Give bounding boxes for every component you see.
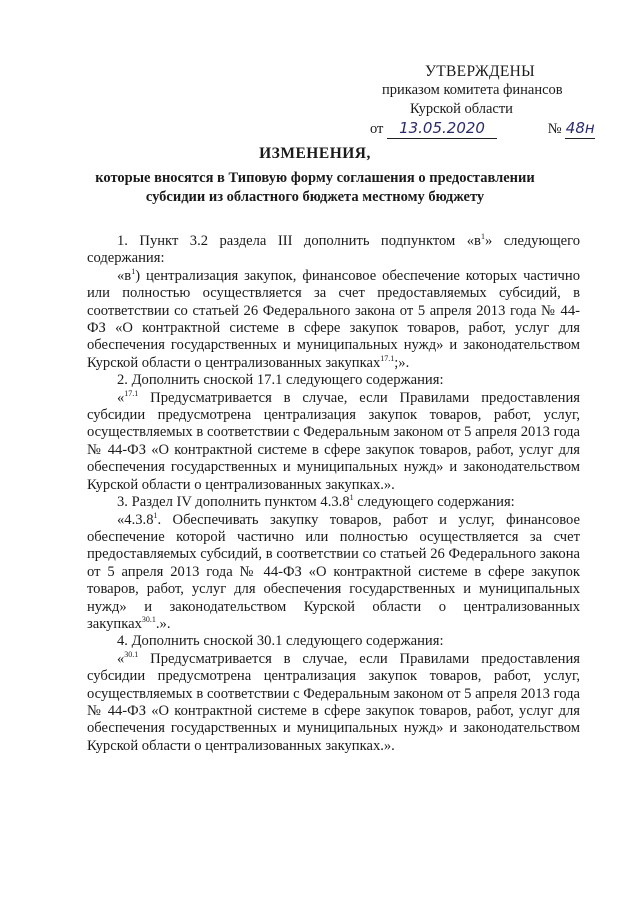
subtitle-line-2: субсидии из областного бюджета местному бюджету: [145, 189, 485, 205]
approval-date-line: [370, 119, 610, 139]
approval-block: [370, 62, 610, 139]
paragraph-5: 3. Раздел IV дополнить пунктом 4.3.8$^1$ следующего содержания:: [117, 493, 515, 511]
subtitle-line-1: которые вносятся в Типовую форму соглашения о предоставлении: [95, 170, 535, 186]
paragraph-2: «$в^1$) централизация закупок, финансовое обеспечение которых частично или полностью осуществляется за счет предоставляемых субсидий, в соответствии со статьей 26 Федерального закона от 5 апреля 2013 года № 44-ФЗ «О контрактной системе в сфере закупок товаров, работ, услуг для обеспечения государственных и муниципальных нужд» и законодательством Курской области о централизованных закупках$^{17.1}$;».: [87, 266, 580, 371]
approval-region: Курской области: [410, 101, 513, 117]
handwritten-date: 13.05.2020: [387, 119, 497, 139]
title-heading: ИЗМЕНЕНИЯ,: [259, 145, 371, 162]
paragraph-7: 4. Дополнить сноской 30.1 следующего содержания:: [117, 633, 444, 650]
paragraph-3: 2. Дополнить сноской 17.1 следующего содержания:: [117, 372, 444, 389]
paragraph-6: «4.3.8$^1$. Обеспечивать закупку товаров, работ и услуг, финансовое обеспечение которой частично или полностью осуществляется за счет предоставляемых субсидий, в соответствии со статьей 26 Федерального закона от 5 апреля 2013 года № 44-ФЗ «О контрактной системе в сфере закупок товаров, работ, услуг для обеспечения государственных и муниципальных нужд» и законодательством Курской области о централизованных закупках$^{30.1}$.».: [87, 510, 580, 632]
superscript: 1: [131, 266, 136, 276]
superscript: 17.1: [124, 388, 139, 398]
superscript: 30.1: [141, 615, 156, 625]
title-subtitle: [80, 169, 550, 207]
handwritten-number: 48н: [565, 119, 595, 137]
superscript: 1: [349, 493, 354, 503]
paragraph-1: 1. Пункт 3.2 раздела III дополнить подпунктом «$в^1$» следующего содержания:: [87, 232, 580, 267]
superscript: 30.1: [124, 649, 139, 659]
paragraph-4: «$^{17.1}$ Предусматривается в случае, если Правилами предоставления субсидии предусмотрена централизация закупок товаров, работ, услуг, осуществляемых в соответствии с Федеральным законом от 5 апреля 2013 года № 44-ФЗ «О контрактной системе в сфере закупок товаров, работ, услуг для обеспечения государственных и муниципальных нужд» и законодательством Курской области о централизованных закупках.».: [87, 388, 580, 493]
superscript: 1: [480, 232, 485, 242]
document-body: [87, 233, 580, 755]
approval-order: приказом комитета финансов: [382, 82, 563, 98]
superscript: 1: [153, 510, 158, 520]
date-prefix: от: [370, 121, 384, 137]
document-title: [80, 145, 550, 207]
superscript: 17.1: [380, 353, 395, 363]
approval-status: УТВЕРЖДЕНЫ: [425, 63, 535, 80]
paragraph-8: «$^{30.1}$ Предусматривается в случае, если Правилами предоставления субсидии предусмотрена централизация закупок товаров, работ, услуг, осуществляемых в соответствии с Федеральным законом от 5 апреля 2013 года № 44-ФЗ «О контрактной системе в сфере закупок товаров, работ, услуг для обеспечения государственных и муниципальных нужд» и законодательством Курской области о централизованных закупках.».: [87, 649, 580, 754]
number-sign: №: [547, 121, 562, 137]
